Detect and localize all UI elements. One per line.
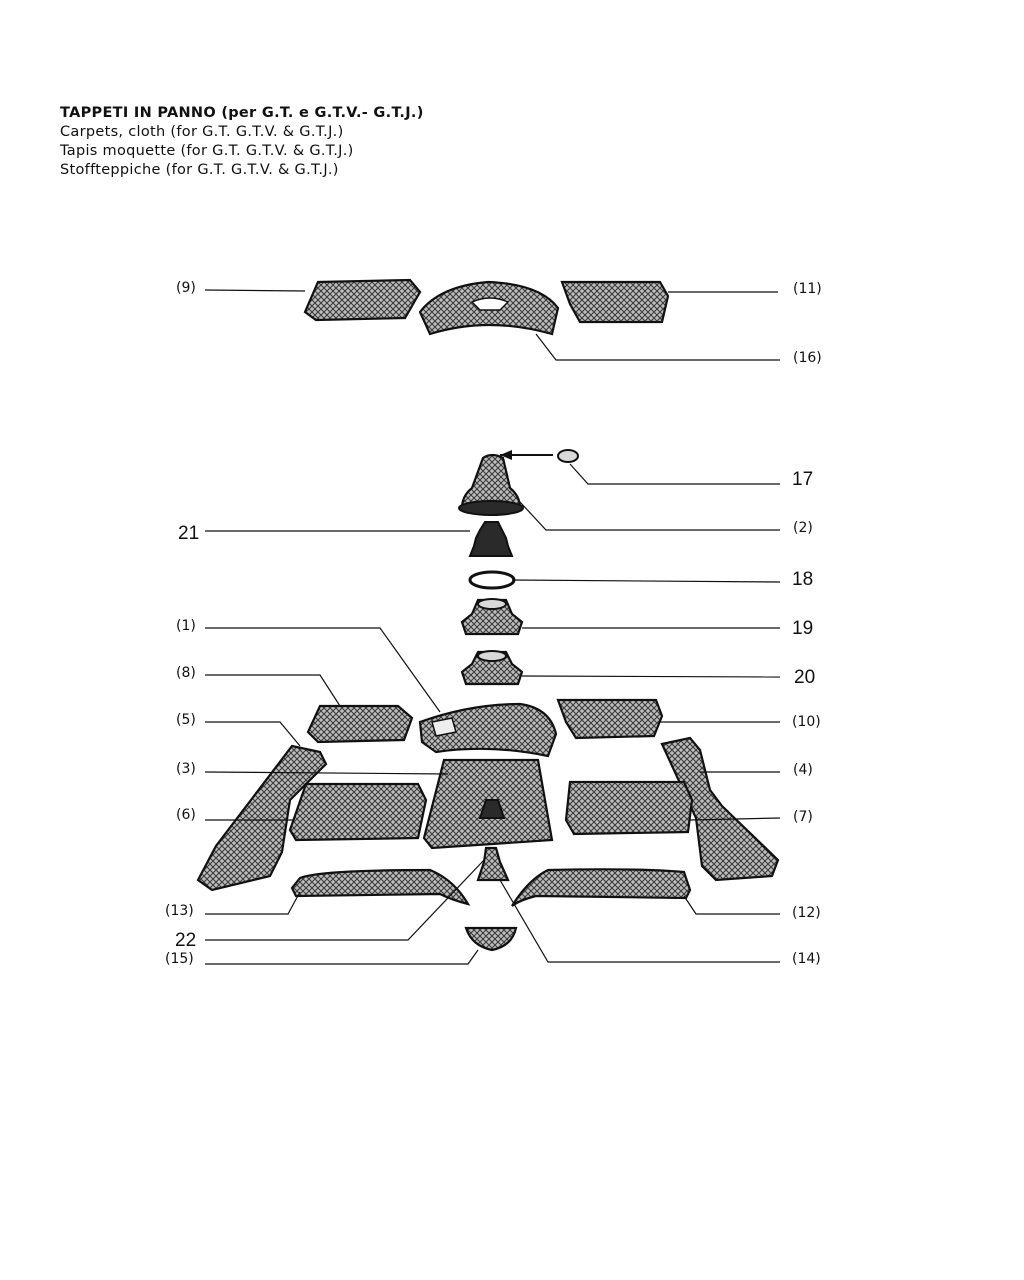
callout-11: (11) xyxy=(793,281,822,297)
part-19-top xyxy=(478,599,506,609)
leader-18 xyxy=(512,580,780,582)
part-2-base xyxy=(459,501,523,515)
part-22-boot xyxy=(478,848,508,880)
leader-12 xyxy=(684,896,780,914)
leader-13 xyxy=(205,892,300,914)
callout-5: (5) xyxy=(176,712,196,728)
callout-1: (1) xyxy=(176,618,196,634)
leader-9 xyxy=(205,290,305,291)
carpet-part-12 xyxy=(512,869,690,906)
callout-6: (6) xyxy=(176,807,196,823)
leader-20 xyxy=(522,676,780,677)
carpet-part-16-hole xyxy=(472,298,508,310)
title-english: Carpets, cloth (for G.T. G.T.V. & G.T.J.) xyxy=(60,124,344,140)
carpet-part-6 xyxy=(290,784,426,840)
title-italian: TAPPETI IN PANNO (per G.T. e G.T.V.- G.T.J.) xyxy=(60,105,424,121)
part-18-ring xyxy=(470,572,514,588)
callout-13: (13) xyxy=(165,903,194,919)
carpet-part-13 xyxy=(292,870,468,904)
callout-19: 19 xyxy=(792,618,814,639)
leader-2 xyxy=(520,502,780,530)
leader-17 xyxy=(570,464,780,484)
part-20-top xyxy=(478,651,506,661)
callout-7: (7) xyxy=(793,809,813,825)
carpet-part-10 xyxy=(558,700,662,738)
leader-16 xyxy=(536,334,780,360)
carpet-part-9 xyxy=(305,280,420,320)
callout-4: (4) xyxy=(793,762,813,778)
leader-1 xyxy=(205,628,440,712)
callout-18: 18 xyxy=(792,569,814,590)
callout-12: (12) xyxy=(792,905,821,921)
callout-8: (8) xyxy=(176,665,196,681)
leader-3 xyxy=(205,772,448,774)
callout-22: 22 xyxy=(175,930,197,951)
title-german: Stoffteppiche (for G.T. G.T.V. & G.T.J.) xyxy=(60,162,339,178)
leader-5 xyxy=(205,722,300,746)
callout-2: (2) xyxy=(793,520,813,536)
callout-3: (3) xyxy=(176,761,196,777)
callout-17: 17 xyxy=(792,469,814,490)
carpet-part-1-hole xyxy=(432,718,456,736)
carpet-part-7 xyxy=(566,782,692,834)
callout-21: 21 xyxy=(178,523,200,544)
part-17-ring xyxy=(558,450,578,462)
leader-15 xyxy=(205,950,478,964)
callout-14: (14) xyxy=(792,951,821,967)
title-french: Tapis moquette (for G.T. G.T.V. & G.T.J.) xyxy=(60,143,354,159)
callout-20: 20 xyxy=(794,667,816,688)
leader-8 xyxy=(205,675,340,706)
part-21-bellows xyxy=(470,522,512,556)
carpet-part-15 xyxy=(466,928,516,950)
carpet-part-8 xyxy=(308,706,412,742)
callout-9: (9) xyxy=(176,280,196,296)
callout-16: (16) xyxy=(793,350,822,366)
callout-10: (10) xyxy=(792,714,821,730)
carpet-part-11 xyxy=(562,282,668,322)
callout-15: (15) xyxy=(165,951,194,967)
